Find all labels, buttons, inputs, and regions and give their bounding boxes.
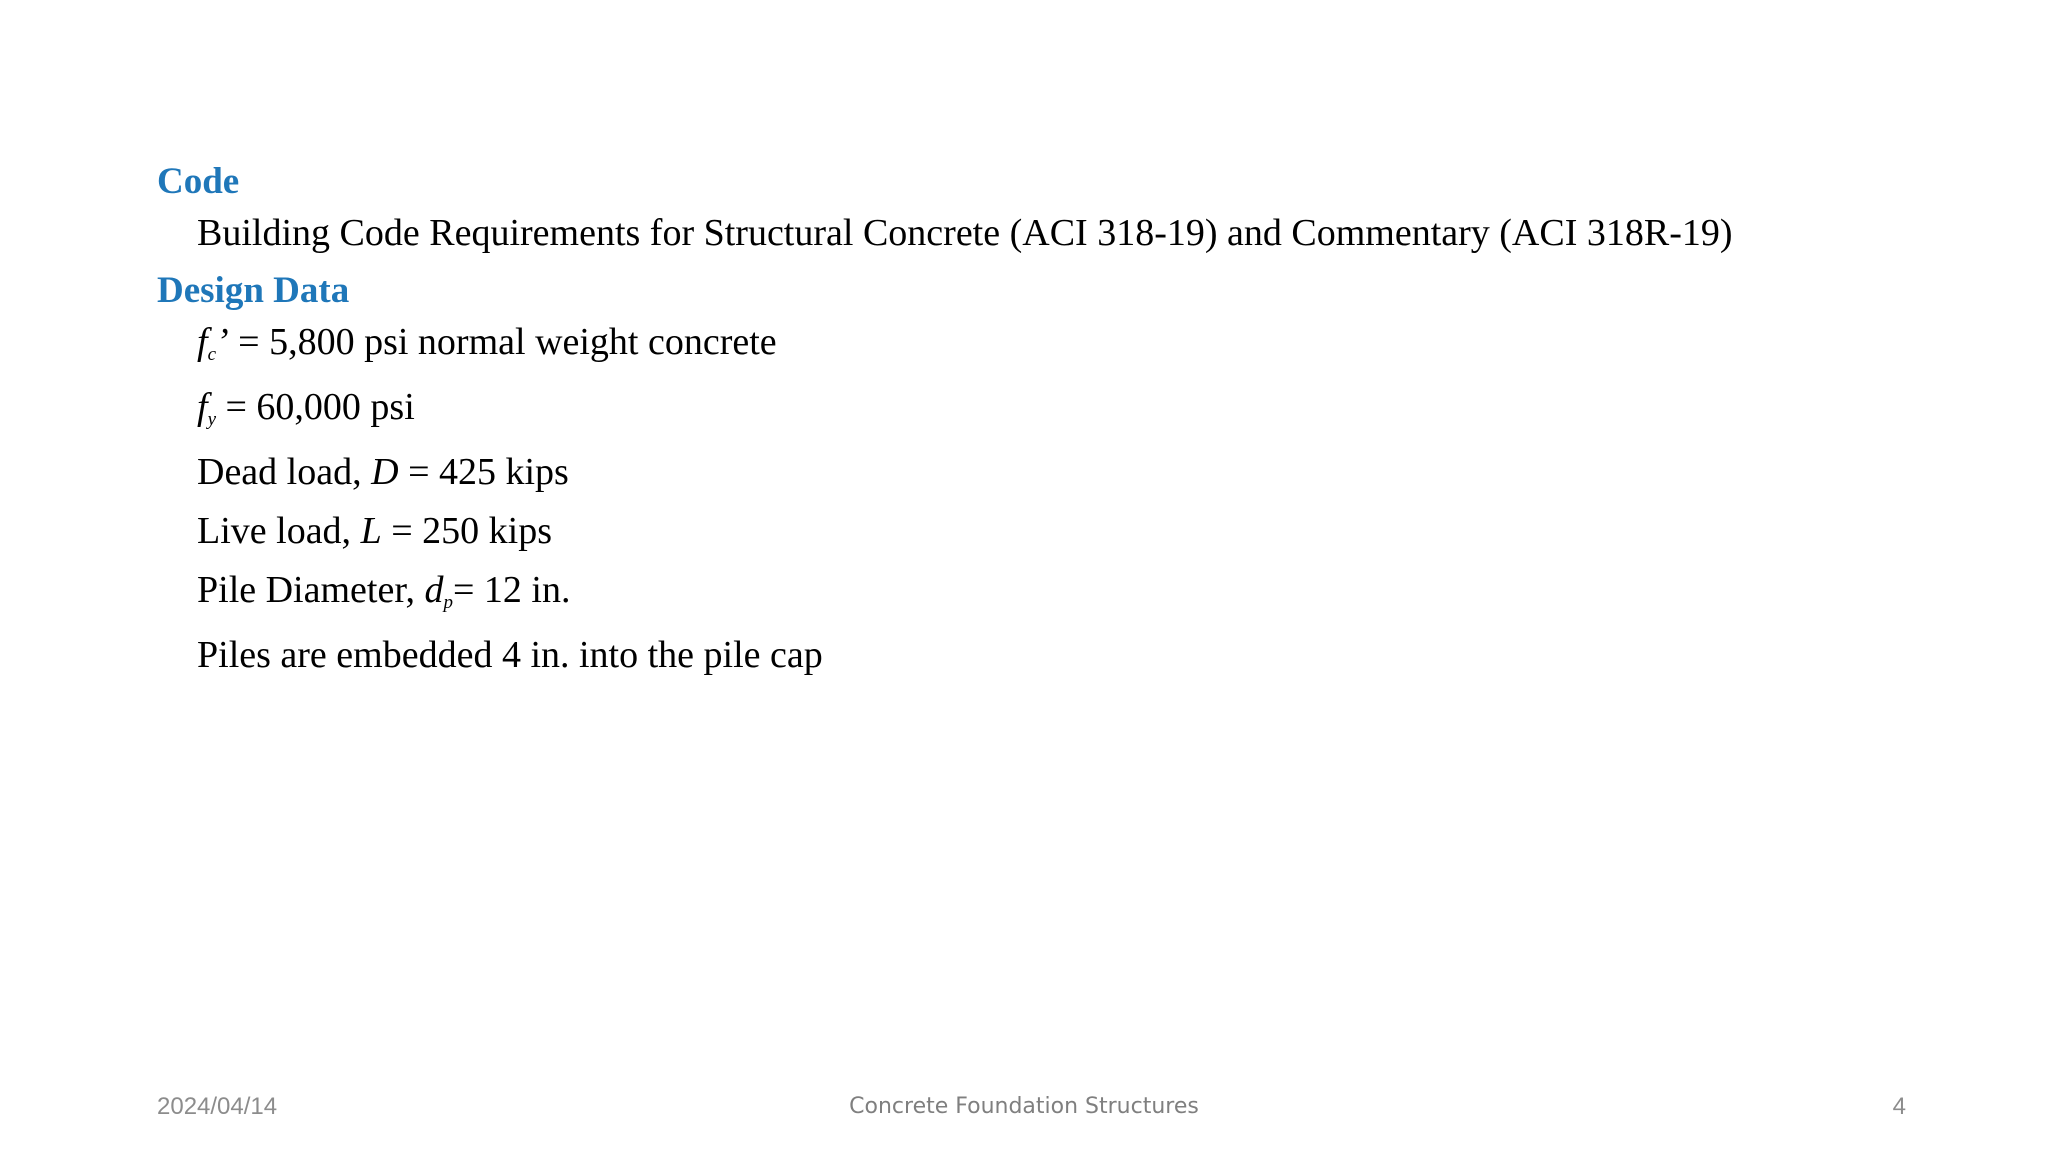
fc-subscript: c [207, 344, 216, 365]
code-body [157, 204, 1917, 263]
fc-line [197, 313, 1917, 378]
fy-subscript: y [207, 409, 216, 430]
code-heading: Code [157, 161, 240, 202]
footer-date: 2024/04/14 [157, 1093, 278, 1120]
fc-value: = 5,800 psi normal weight concrete [228, 321, 777, 363]
code-text: Building Code Requirements for Structural Concrete (ACI 318-19) and Commentary (ACI 318R-19) [197, 212, 1733, 254]
fc-prime: ’ [216, 321, 229, 363]
pile-diameter-symbol: d [424, 569, 444, 611]
design-data-body [157, 313, 1917, 685]
fy-symbol: f [197, 386, 208, 428]
live-load-label: Live load, [197, 510, 361, 552]
pile-diameter-value: = 12 in. [452, 569, 571, 611]
page-number: 4 [1892, 1093, 1906, 1120]
dead-load-label: Dead load, [197, 451, 372, 493]
dead-load-value: = 425 kips [398, 451, 569, 493]
dead-load-line [197, 443, 1917, 502]
design-data-heading: Design Data [157, 270, 350, 311]
live-load-symbol: L [360, 510, 382, 552]
footer-title: Concrete Foundation Structures [849, 1094, 1199, 1119]
embedment-line: Piles are embedded 4 in. into the pile cap [197, 634, 823, 676]
fc-symbol: f [197, 321, 208, 363]
live-load-line [197, 502, 1917, 561]
live-load-value: = 250 kips [381, 510, 552, 552]
fy-value: = 60,000 psi [216, 386, 415, 428]
fy-line [197, 378, 1917, 443]
dead-load-symbol: D [371, 451, 399, 493]
pile-diameter-label: Pile Diameter, [197, 569, 425, 611]
pile-diameter-subscript: p [443, 592, 453, 613]
pile-diameter-line [197, 561, 1917, 626]
slide-content [157, 160, 1917, 685]
